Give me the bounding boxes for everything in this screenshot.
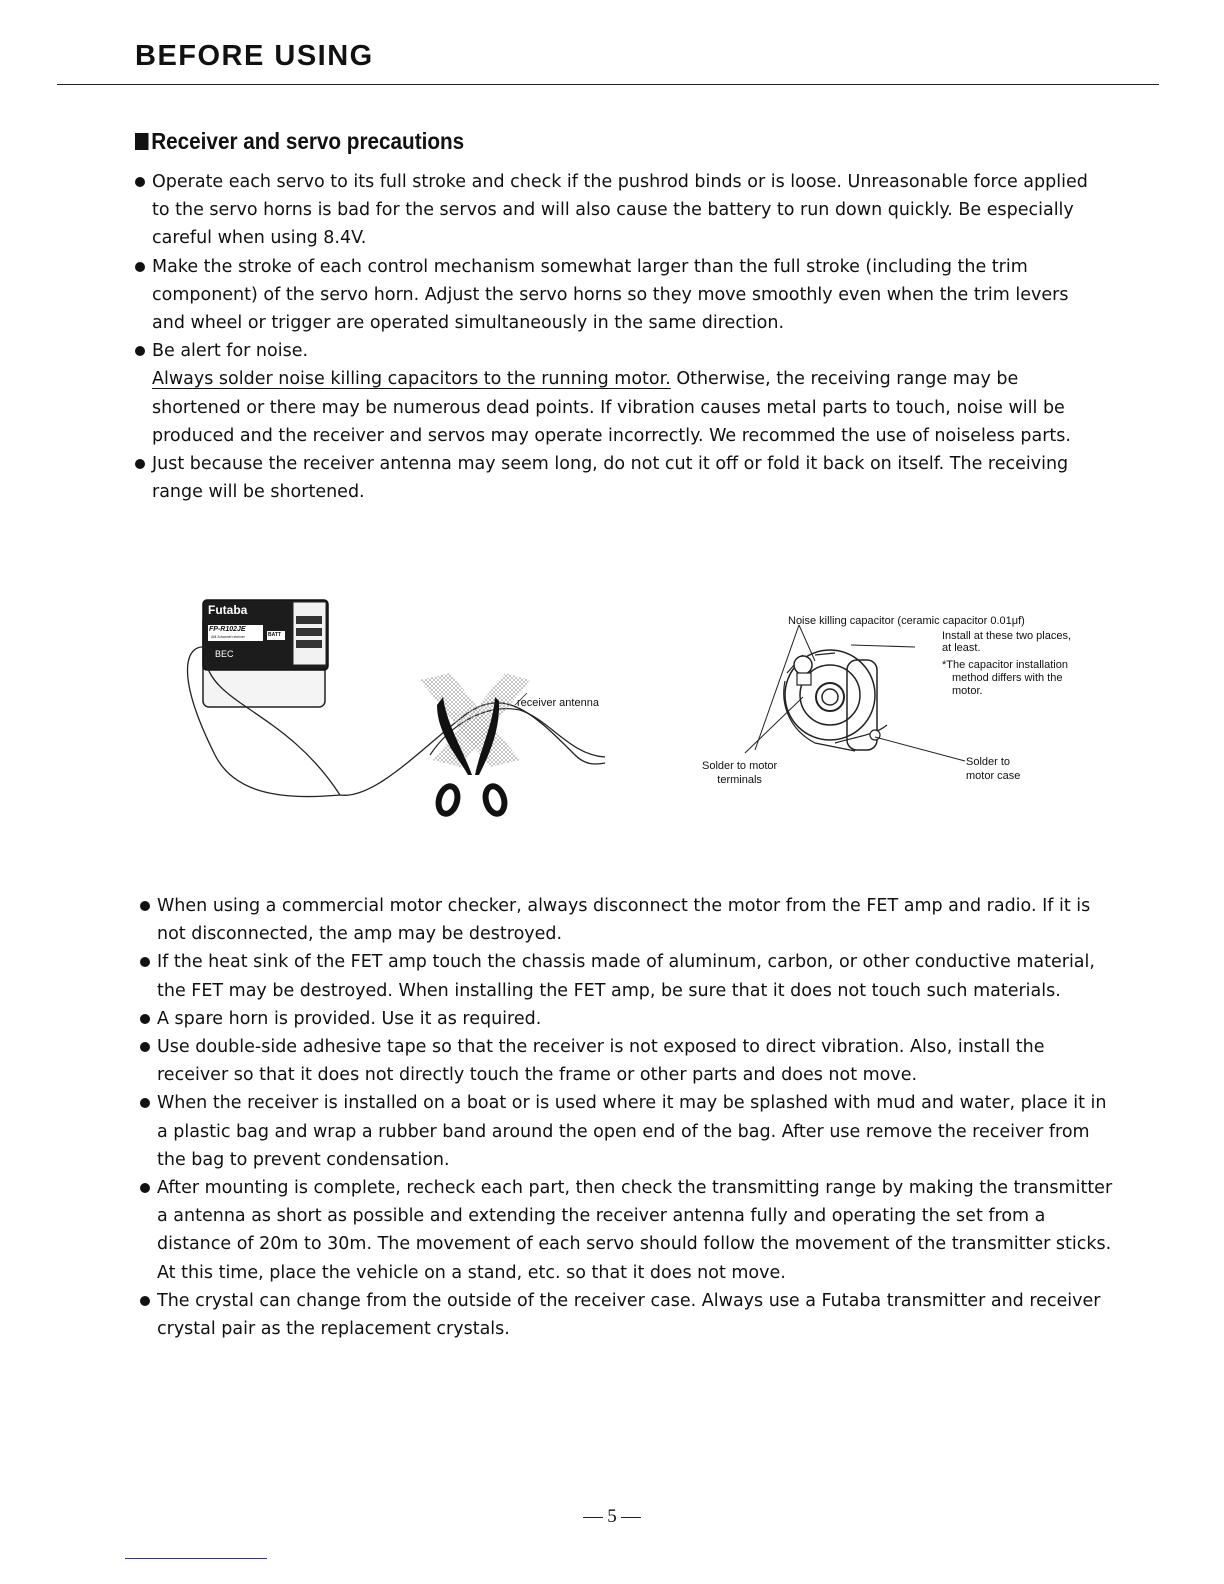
noise-lead: Be alert for noise. <box>152 341 309 362</box>
item-text: Just because the receiver antenna may seem long, do not cut it off or fold it back on itself. The receiving range will be shortened. <box>152 454 1069 503</box>
list-item <box>140 1089 1115 1174</box>
list-item <box>140 1287 1115 1343</box>
method-note-line: motor. <box>952 685 983 697</box>
bullet-icon <box>140 901 150 911</box>
noise-underlined: Always solder noise killing capacitors to the running motor. <box>152 369 671 390</box>
bullet-icon <box>140 1042 150 1052</box>
receiver-batt: BATT <box>268 632 281 638</box>
item-text: A spare horn is provided. Use it as required. <box>157 1008 542 1029</box>
noise-rest: Otherwise, the receiving range may be shortened or there may be numerous dead points. If vibration causes metal parts to touch, noise will be produced and the receiver and servos may operate incorrectly. We recommed the use of noiseless parts. <box>152 369 1071 446</box>
bullet-icon <box>140 1014 150 1024</box>
section-title-text: Receiver and servo precautions <box>151 128 465 154</box>
antenna-label: receiver antenna <box>517 697 599 709</box>
page-header: BEFORE USING <box>135 40 374 72</box>
square-bullet-icon <box>135 133 149 150</box>
list-item <box>140 892 1115 948</box>
receiver-sub: AM 2channel receiver <box>211 635 245 639</box>
method-note <box>942 659 1068 698</box>
item-text: When using a commercial motor checker, always disconnect the motor from the FET amp and radio. If it is not disconnected, the amp may be destroyed. <box>157 896 1091 945</box>
list-item <box>135 168 1095 253</box>
item-text: If the heat sink of the FET amp touch the chassis made of aluminum, carbon, or other conductive material, the FET may be destroyed. When installing the FET amp, be sure that it does not touch such materials. <box>157 952 1095 1001</box>
item-text: After mounting is complete, recheck each part, then check the transmitting range by making the transmitter a antenna as short as possible and extending the receiver antenna fully and operating the set from a distance of 20m to 30m. The movement of each servo should follow the movement of the transmitter sticks. At this time, place the vehicle on a stand, etc. so that it does not move. <box>157 1178 1113 1283</box>
precautions-list-top <box>135 168 1095 506</box>
install-note <box>942 630 1071 654</box>
bullet-icon <box>135 262 145 272</box>
bullet-icon <box>140 957 150 967</box>
header-rule <box>57 84 1159 85</box>
bullet-icon <box>135 346 145 356</box>
bullet-icon <box>140 1183 150 1193</box>
install-note-line: Install at these two places, <box>942 630 1072 642</box>
list-item <box>140 948 1115 1004</box>
cross-mark <box>420 673 530 767</box>
item-text: Make the stroke of each control mechanism somewhat larger than the full stroke (including the trim component) of the servo horn. Adjust the servo horns so they move smoothly even when the trim levers and wheel or trigger are operated simultaneously in the same direction. <box>152 256 1069 334</box>
receiver-brand: Futaba <box>208 603 248 617</box>
illustration-figure <box>175 585 1095 835</box>
solder-terminals-line: terminals <box>717 773 762 786</box>
solder-case-line: Solder to <box>966 756 1011 768</box>
list-item <box>140 1033 1115 1089</box>
item-text: Use double-side adhesive tape so that the receiver is not exposed to direct vibration. Also, install the receiver so that it does not directly touch the frame or other parts and does not move. <box>157 1037 1045 1086</box>
bullet-icon <box>140 1296 150 1306</box>
solder-terminals-label <box>702 760 777 787</box>
motor-drawing <box>745 625 965 761</box>
method-note-line: *The capacitor installation <box>942 659 1068 671</box>
section-title <box>135 128 464 155</box>
bullet-icon <box>140 1098 150 1108</box>
list-item-noise <box>135 337 1095 450</box>
bullet-icon <box>135 459 145 469</box>
receiver-model: FP-R102JE <box>209 626 246 633</box>
list-item <box>140 1005 1115 1033</box>
install-note-line: at least. <box>942 642 981 654</box>
item-text: When the receiver is installed on a boat or is used where it may be splashed with mud and water, place it in a plastic bag and wrap a rubber band around the open end of the bag. After use remove the receiver from the bag to prevent condensation. <box>157 1093 1107 1170</box>
solder-case-line: motor case <box>966 769 1021 782</box>
capacitor-label: Noise killing capacitor (ceramic capacitor 0.01μf) <box>788 615 1025 627</box>
page-number <box>0 1506 1224 1528</box>
list-item-antenna <box>135 450 1095 506</box>
item-text: The crystal can change from the outside of the receiver case. Always use a Futaba transmitter and receiver crystal pair as the replacement crystals. <box>157 1290 1101 1340</box>
page-number-text: 5 <box>607 1506 617 1527</box>
method-note-line: method differs with the <box>952 672 1063 684</box>
footer-link-line <box>125 1558 267 1559</box>
item-text: Operate each servo to its full stroke and check if the pushrod binds or is loose. Unreasonable force applied to the servo horns is bad for the servos and will also cause the battery to run down quickly. Be especially careful when using 8.4V. <box>152 172 1088 249</box>
precautions-list-bottom <box>140 892 1115 1343</box>
bullet-icon <box>135 177 145 187</box>
solder-terminals-line: Solder to motor <box>702 760 778 772</box>
dash-right <box>621 1517 641 1518</box>
solder-case-label <box>966 756 1020 783</box>
list-item <box>135 253 1095 338</box>
dash-left <box>583 1517 603 1518</box>
receiver-bec: BEC <box>215 649 234 659</box>
list-item <box>140 1174 1115 1287</box>
